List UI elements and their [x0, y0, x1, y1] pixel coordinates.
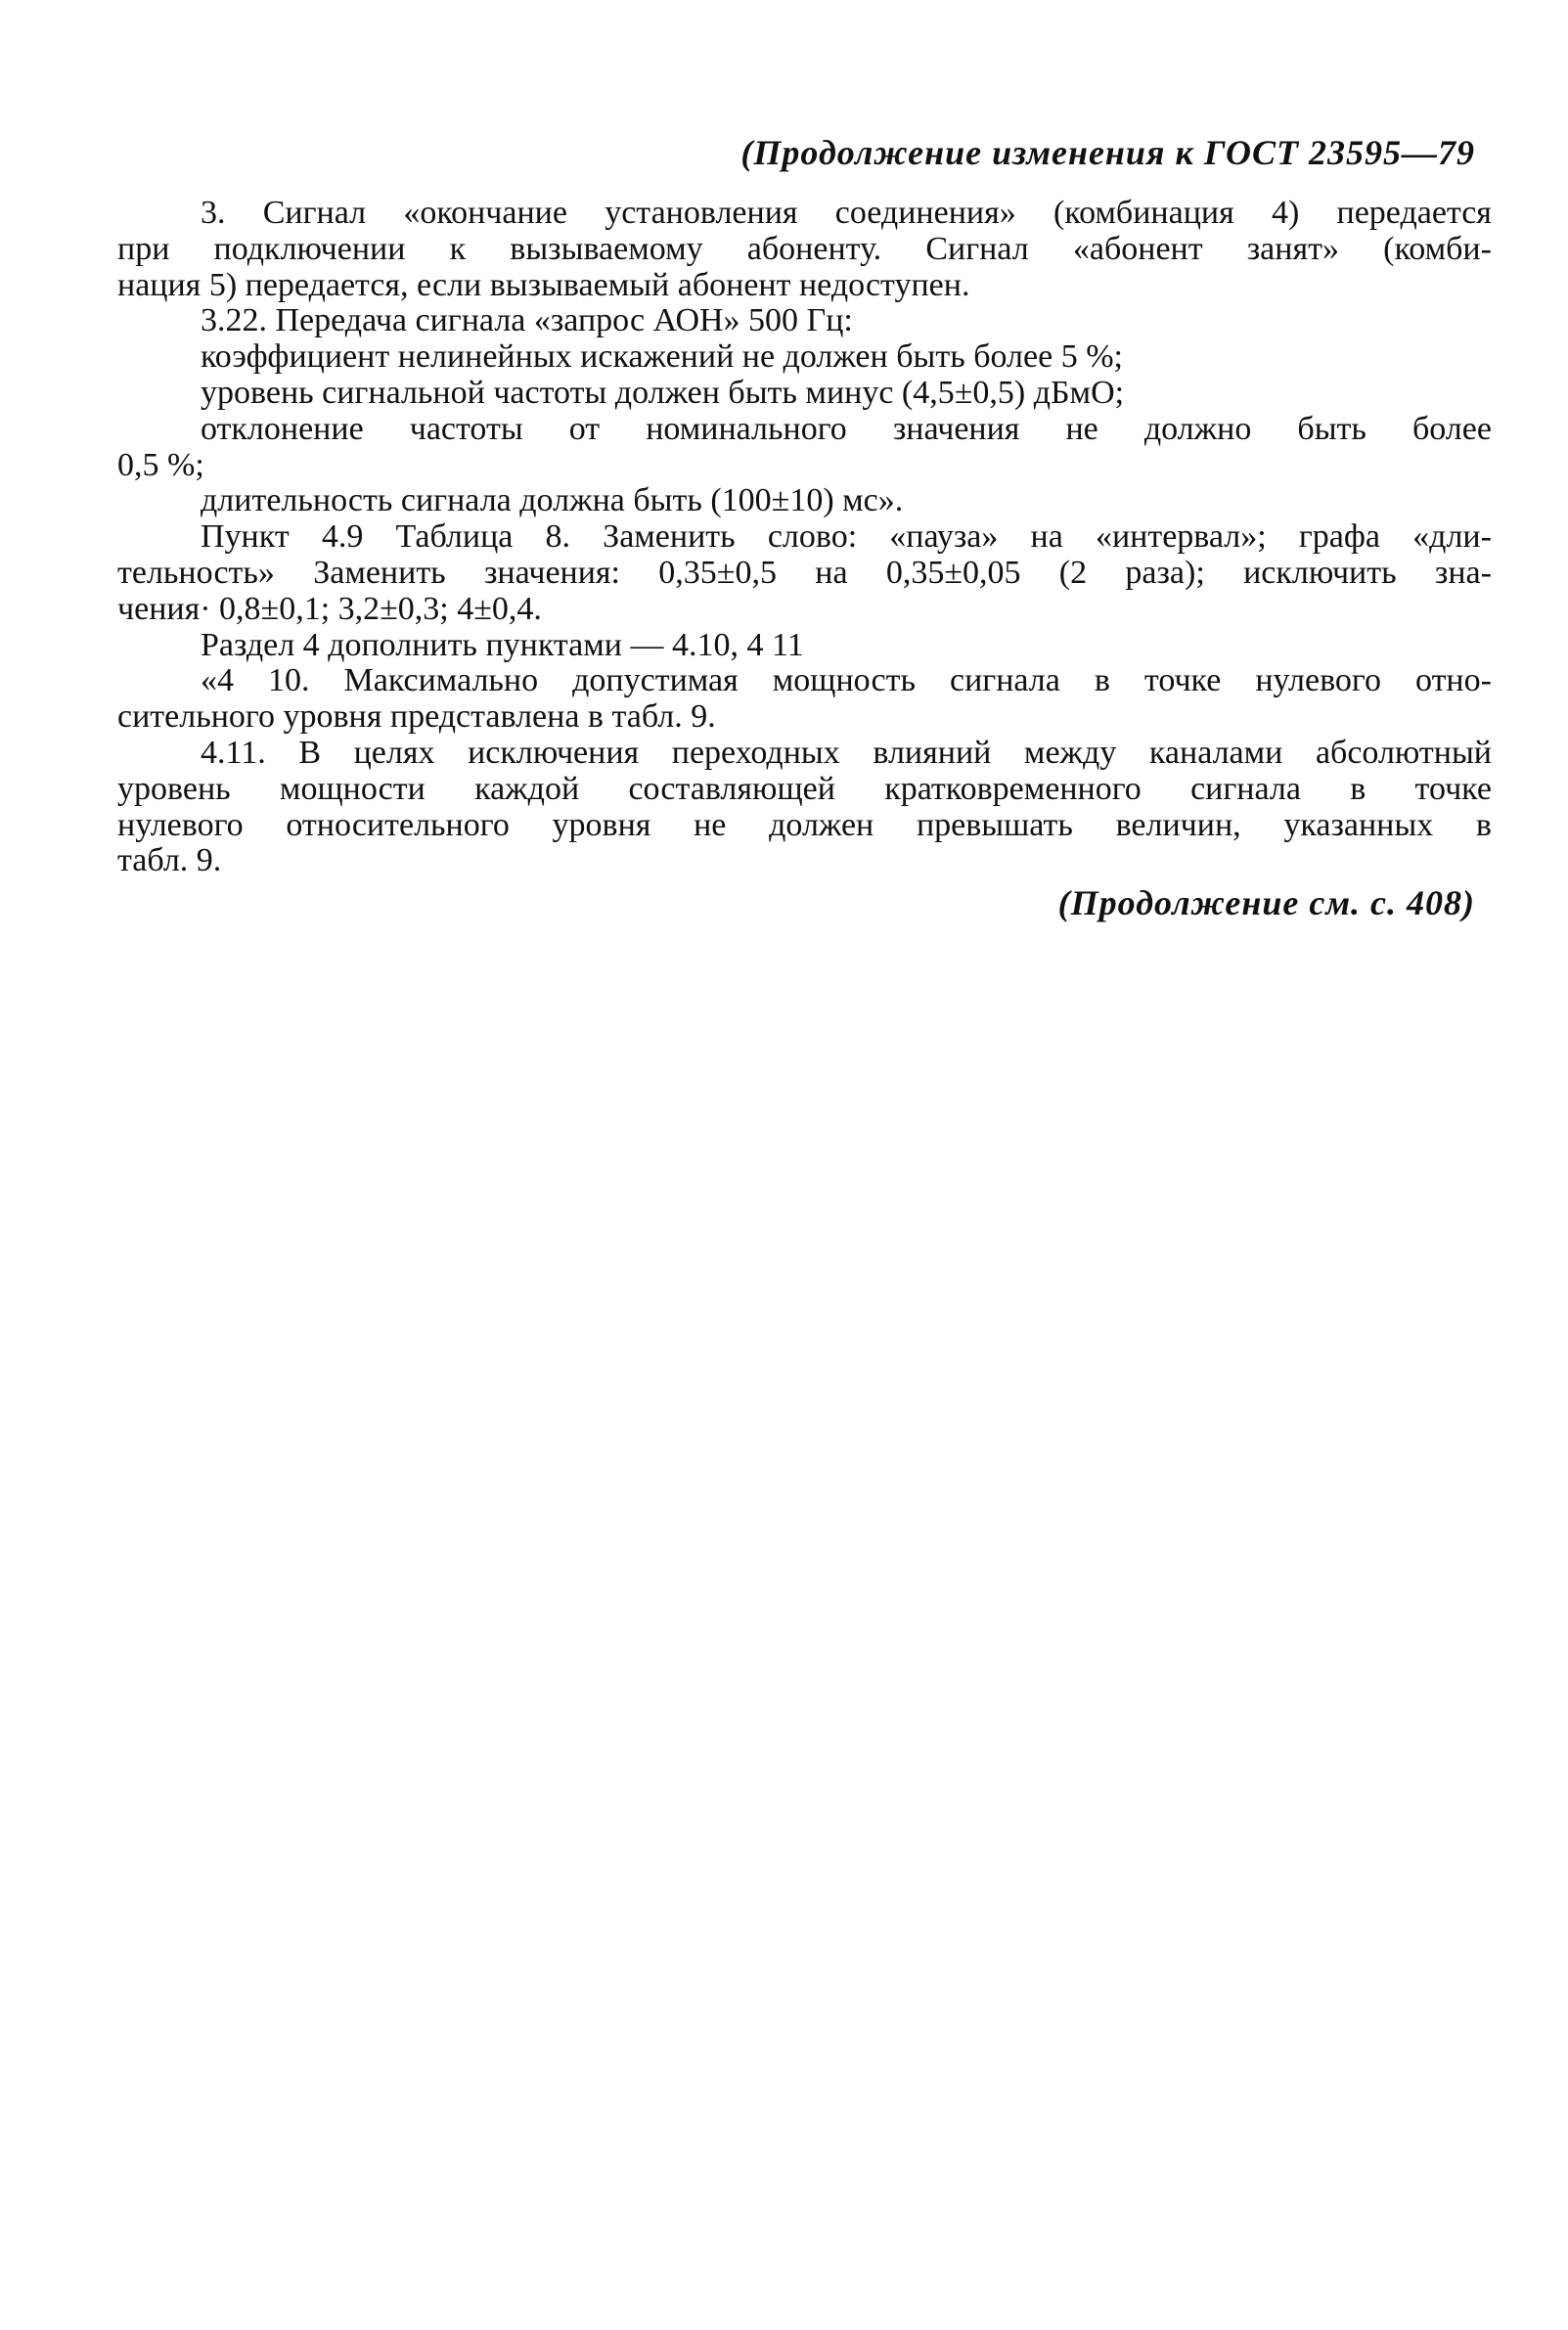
word: 10.	[268, 662, 310, 699]
word: Заменить	[603, 518, 736, 556]
word: значения:	[483, 554, 621, 591]
word: указанных	[1283, 806, 1434, 843]
word: абоненту.	[746, 230, 882, 267]
text-line: длительность сигнала должна быть (100±10) мс».	[201, 482, 904, 519]
text-line	[117, 772, 1492, 808]
word: (2	[1058, 554, 1088, 591]
word: превышать	[916, 806, 1073, 843]
word: между	[1023, 734, 1117, 771]
word: отклонение	[201, 410, 364, 447]
text-line	[117, 232, 1492, 268]
word: уровень	[117, 770, 231, 807]
word: должен	[769, 806, 874, 843]
word: 8.	[545, 518, 571, 556]
word: мощность	[772, 662, 916, 699]
word: Пункт	[201, 518, 290, 556]
word: точке	[1414, 770, 1492, 807]
word: Сигнал	[925, 230, 1029, 267]
word: 0,35±0,5	[658, 554, 777, 591]
word: величин,	[1115, 806, 1241, 843]
text-line: нация 5) передается, если вызываемый абонент недоступен.	[117, 266, 970, 303]
text-line: Раздел 4 дополнить пунктами — 4.10, 4 11	[201, 626, 804, 663]
word: более	[1411, 410, 1492, 447]
text-line	[117, 556, 1492, 592]
word: (комби-	[1383, 230, 1492, 267]
word: при	[117, 230, 170, 267]
word: исключения	[468, 734, 640, 771]
word: нулевого	[1255, 662, 1382, 699]
word: на	[1030, 518, 1063, 556]
word: влияний	[873, 734, 992, 771]
word: мощности	[279, 770, 426, 807]
word: отно-	[1415, 662, 1492, 699]
word: «абонент	[1072, 230, 1203, 267]
word: 4)	[1271, 195, 1300, 231]
word: сигнала	[1190, 770, 1301, 807]
word: передается	[1336, 195, 1492, 231]
word: тельность»	[117, 554, 275, 591]
word: допустимая	[572, 662, 739, 699]
word: на	[815, 554, 848, 591]
word: переходных	[671, 734, 840, 771]
word: уровня	[552, 806, 651, 843]
word: В	[298, 734, 322, 771]
word: кратковременного	[884, 770, 1142, 807]
word: целях	[353, 734, 435, 771]
word: «пауза»	[889, 518, 999, 556]
word: каналами	[1148, 734, 1283, 771]
word: частоты	[409, 410, 523, 447]
page-footer: (Продолжение см. с. 408)	[1057, 883, 1475, 922]
text-line	[117, 519, 1492, 556]
word: слово:	[767, 518, 858, 556]
word: соединения»	[834, 195, 1016, 231]
word: 0,35±0,05	[885, 554, 1021, 591]
word: Заменить	[313, 554, 446, 591]
word: не	[694, 806, 727, 843]
word: «дли-	[1412, 518, 1492, 556]
text-line	[117, 663, 1492, 699]
word: 3.	[201, 195, 226, 231]
text-line: коэффициент нелинейных искажений не должен быть более 5 %;	[201, 338, 1123, 376]
word: раза);	[1125, 554, 1205, 591]
word: вызываемому	[510, 230, 703, 267]
word: нулевого	[117, 806, 244, 843]
body-text	[117, 196, 1492, 879]
word: Таблица	[395, 518, 514, 556]
word: установления	[605, 195, 798, 231]
word: к	[449, 230, 467, 267]
text-line: чения· 0,8±0,1; 3,2±0,3; 4±0,4.	[117, 590, 542, 627]
word: в	[1350, 770, 1366, 807]
text-line: уровень сигнальной частоты должен быть минус (4,5±0,5) дБмО;	[201, 374, 1125, 411]
word: занят»	[1246, 230, 1339, 267]
word: быть	[1297, 410, 1366, 447]
word: «4	[201, 662, 234, 699]
word: от	[568, 410, 601, 447]
word: значения	[892, 410, 1020, 447]
text-line: 0,5 %;	[117, 446, 204, 483]
word: номинального	[646, 410, 847, 447]
text-line	[117, 736, 1492, 772]
word: относительного	[286, 806, 510, 843]
word: исключить	[1243, 554, 1397, 591]
word: не	[1065, 410, 1098, 447]
word: в	[1094, 662, 1110, 699]
word: графа	[1298, 518, 1381, 556]
word: каждой	[474, 770, 580, 807]
word: 4.9	[321, 518, 364, 556]
text-line	[117, 412, 1492, 448]
text-line: 3.22. Передача сигнала «запрос АОН» 500 Гц:	[201, 302, 853, 339]
word: составляющей	[628, 770, 835, 807]
text-line: сительного уровня представлена в табл. 9.	[117, 698, 716, 736]
word: 4.11.	[201, 734, 266, 771]
text-line: табл. 9.	[117, 842, 222, 879]
word: точке	[1143, 662, 1222, 699]
word: в	[1475, 806, 1492, 843]
word: «интервал»;	[1095, 518, 1267, 556]
page-header: (Продолжение изменения к ГОСТ 23595—79	[740, 133, 1475, 172]
text-line	[117, 196, 1492, 232]
word: (комбинация	[1053, 195, 1234, 231]
word: должно	[1143, 410, 1252, 447]
text-line	[117, 808, 1492, 844]
word: подключении	[213, 230, 406, 267]
word: зна-	[1434, 554, 1492, 591]
word: сигнала	[949, 662, 1060, 699]
word: Сигнал	[262, 195, 367, 231]
word: Максимально	[343, 662, 539, 699]
word: «окончание	[403, 195, 567, 231]
word: абсолютный	[1315, 734, 1492, 771]
